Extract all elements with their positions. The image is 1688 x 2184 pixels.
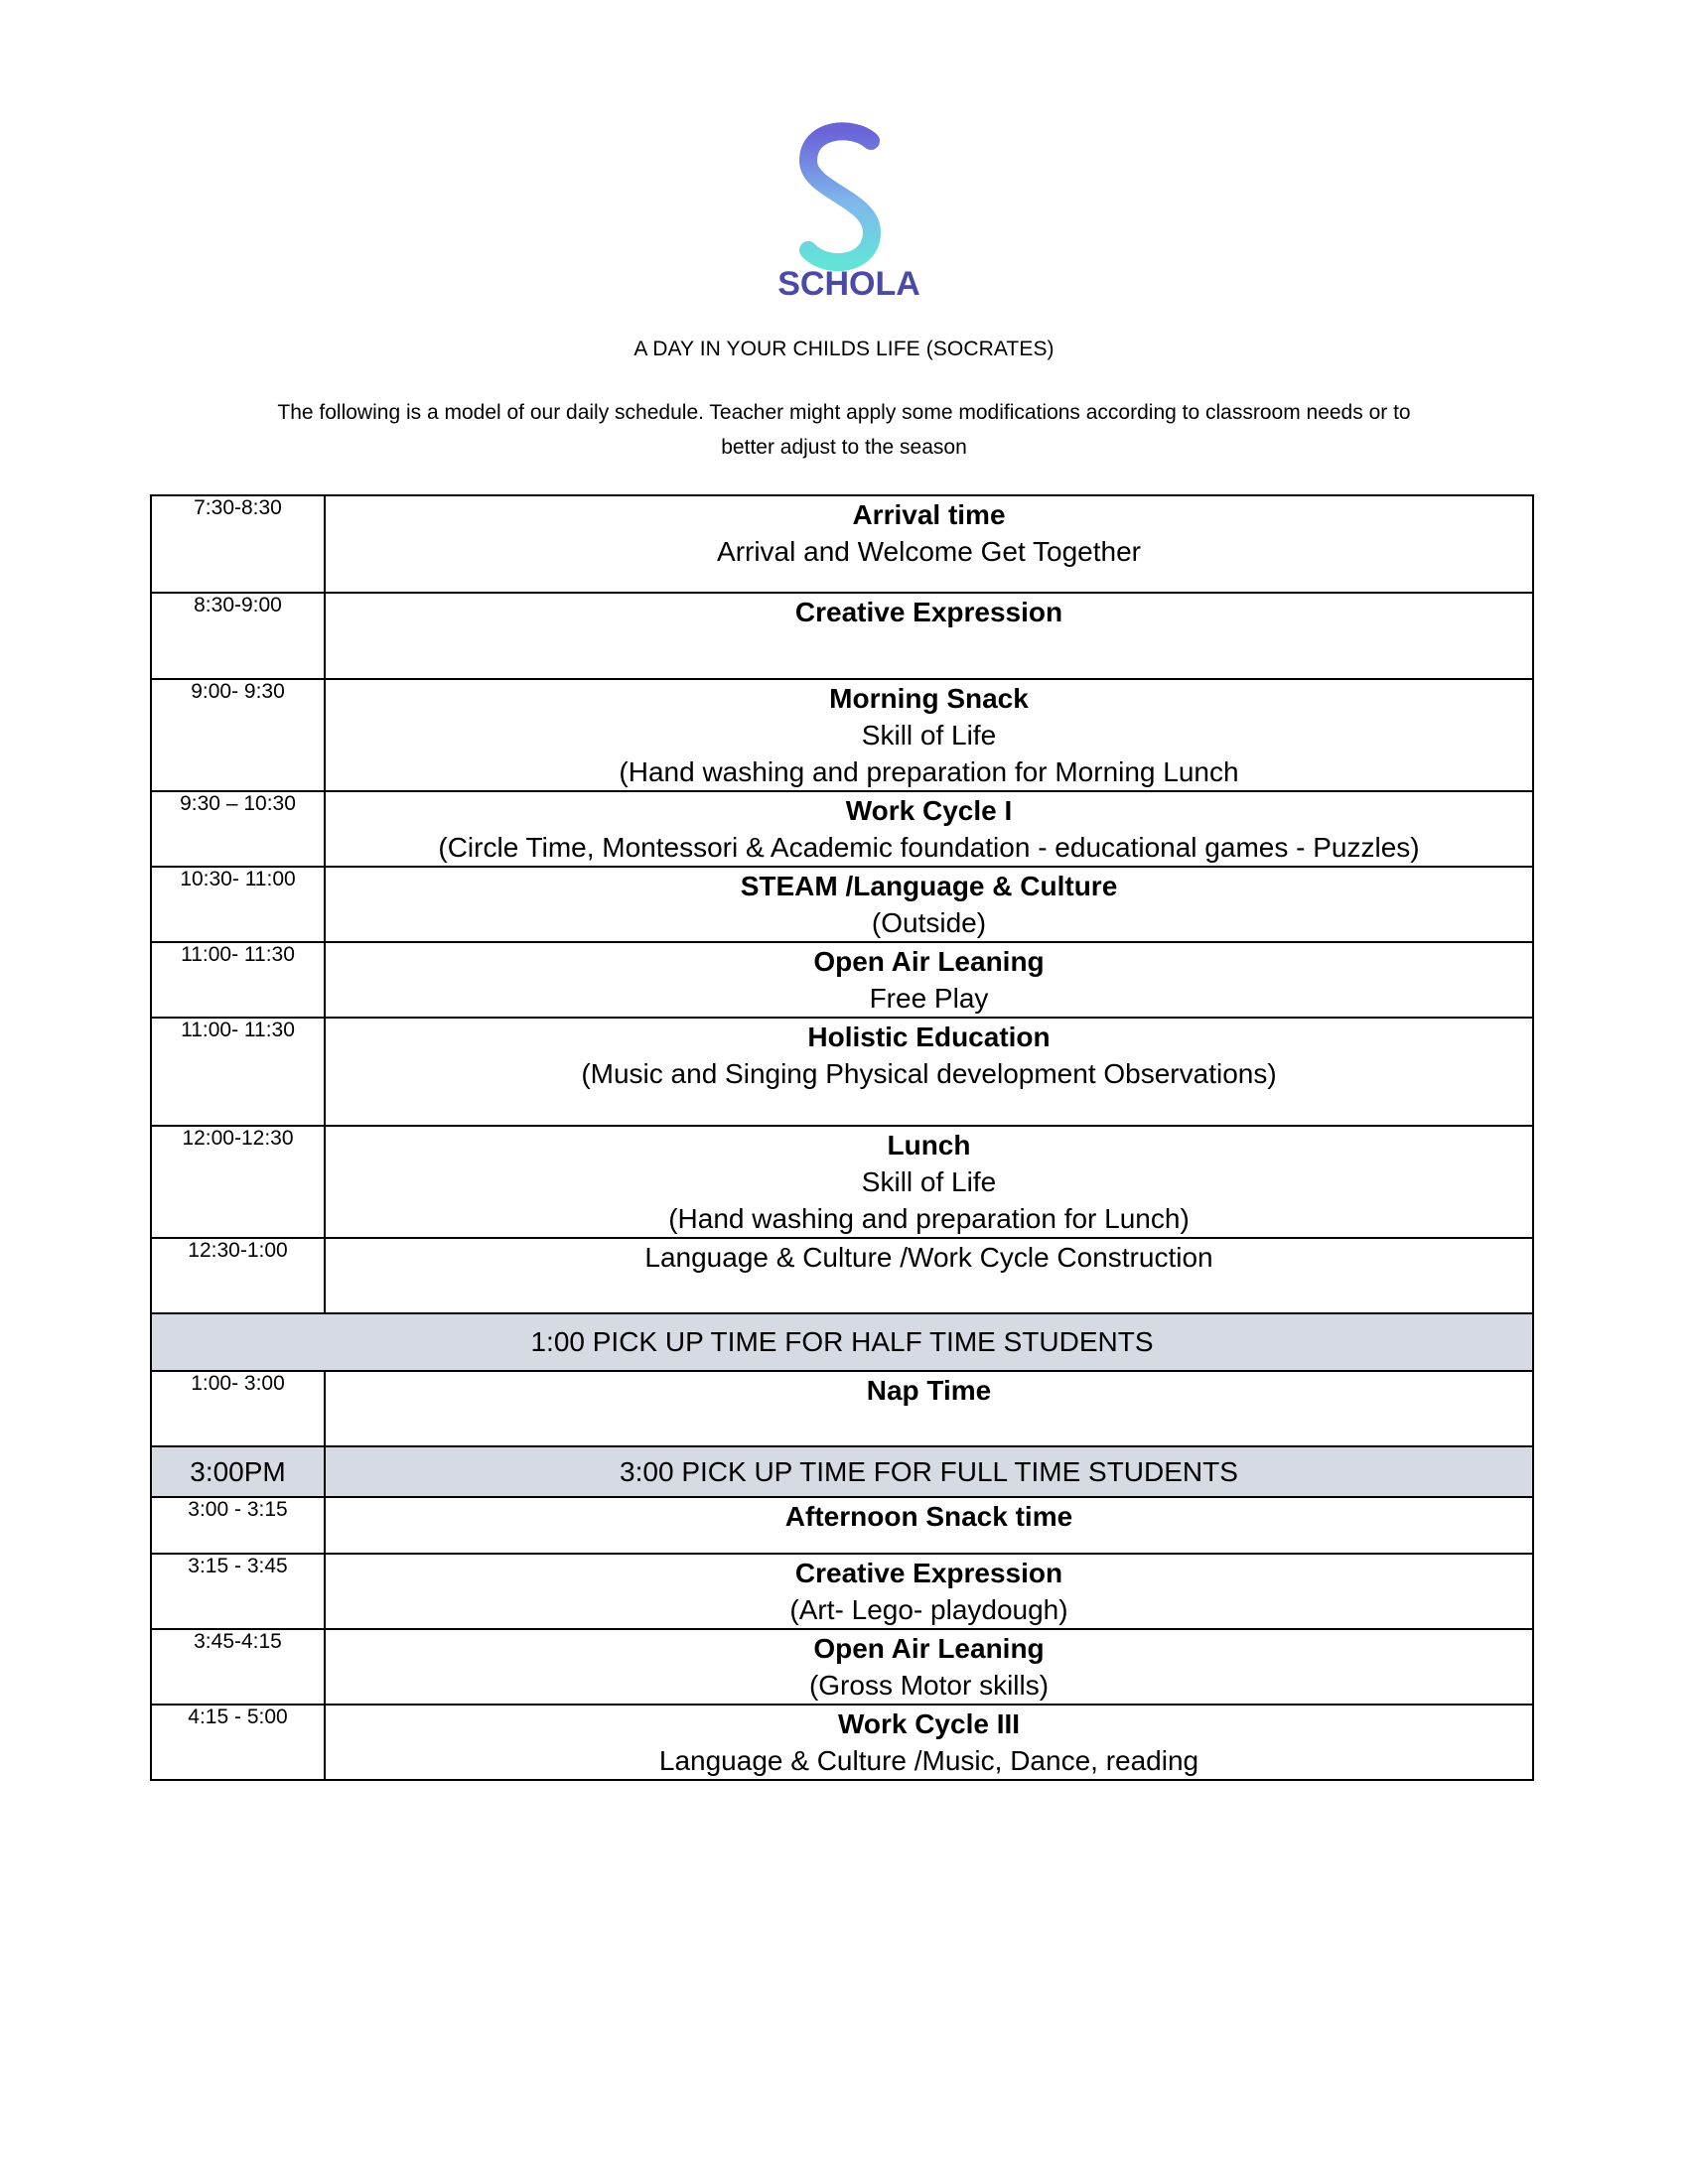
activity-cell: [325, 942, 1533, 1018]
activity-title: STEAM /Language & Culture: [740, 871, 1118, 901]
activity-cell: [325, 1629, 1533, 1705]
activity-line: Skill of Life: [861, 720, 997, 751]
activity-title: Work Cycle III: [837, 1708, 1021, 1739]
activity-cell: [325, 1705, 1533, 1780]
table-row: [151, 1705, 1533, 1780]
intro-line-2: better adjust to the season: [721, 436, 967, 459]
activity-title: Work Cycle I: [845, 795, 1013, 826]
time-cell: 4:15 - 5:00: [151, 1705, 325, 1780]
activity-title: Arrival time: [852, 499, 1006, 530]
activity-title: Morning Snack: [829, 683, 1029, 714]
activity-title: Open Air Leaning: [813, 946, 1045, 977]
activity-line: Free Play: [869, 983, 989, 1014]
activity-line: (Art- Lego- playdough): [789, 1594, 1068, 1625]
table-row: [151, 593, 1533, 679]
pickup-banner: 3:00 PICK UP TIME FOR FULL TIME STUDENTS: [325, 1446, 1533, 1497]
activity-line: (Hand washing and preparation for Morning Lunch: [619, 756, 1239, 787]
activity-line: Arrival and Welcome Get Together: [717, 536, 1141, 567]
activity-cell: [325, 1018, 1533, 1126]
time-cell: 11:00- 11:30: [151, 942, 325, 1018]
activity-cell: [325, 791, 1533, 867]
table-row: [151, 942, 1533, 1018]
time-cell: 3:00 - 3:15: [151, 1497, 325, 1554]
activity-line: Language & Culture /Music, Dance, reading: [658, 1745, 1199, 1776]
activity-line: (Gross Motor skills): [808, 1670, 1050, 1701]
activity-line: Language & Culture /Work Cycle Construction: [644, 1242, 1213, 1273]
table-row: [151, 495, 1533, 593]
activity-cell: [325, 495, 1533, 593]
table-row: [151, 791, 1533, 867]
schola-logo: [774, 119, 923, 303]
time-cell: 7:30-8:30: [151, 495, 325, 593]
table-row: [151, 1554, 1533, 1629]
logo-wordmark: SCHOLA: [777, 265, 920, 303]
intro-text: [199, 395, 1489, 465]
intro-line-1: The following is a model of our daily schedule. Teacher might apply some modifications according to classroom needs or to: [277, 401, 1411, 424]
activity-title: Creative Expression: [794, 1558, 1063, 1588]
activity-cell: [325, 1238, 1533, 1313]
activity-line: Skill of Life: [861, 1166, 997, 1197]
time-cell: 9:30 – 10:30: [151, 791, 325, 867]
activity-cell: [325, 593, 1533, 679]
activity-title: Afternoon Snack time: [784, 1501, 1073, 1532]
activity-title: Creative Expression: [794, 597, 1063, 627]
activity-title: Lunch: [887, 1130, 971, 1160]
table-row: [151, 867, 1533, 942]
activity-cell: [325, 1126, 1533, 1238]
pickup-banner-row: [151, 1313, 1533, 1371]
activity-title: Open Air Leaning: [813, 1633, 1045, 1664]
activity-title: Nap Time: [866, 1375, 992, 1406]
table-row: [151, 1018, 1533, 1126]
activity-line: (Outside): [871, 907, 987, 938]
activity-line: (Circle Time, Montessori & Academic foundation - educational games - Puzzles): [438, 832, 1420, 863]
pickup-banner-row: [151, 1446, 1533, 1497]
activity-cell: [325, 1554, 1533, 1629]
activity-cell: [325, 1371, 1533, 1446]
table-row: [151, 679, 1533, 791]
table-row: [151, 1238, 1533, 1313]
table-row: [151, 1629, 1533, 1705]
schedule-table: [150, 494, 1534, 1781]
table-row: [151, 1371, 1533, 1446]
time-cell: 3:45-4:15: [151, 1629, 325, 1705]
time-cell: 12:30-1:00: [151, 1238, 325, 1313]
banner-time-cell: 3:00PM: [151, 1446, 325, 1497]
table-row: [151, 1497, 1533, 1554]
time-cell: 10:30- 11:00: [151, 867, 325, 942]
activity-cell: [325, 1497, 1533, 1554]
activity-line: (Hand washing and preparation for Lunch): [668, 1203, 1190, 1234]
page-title: A DAY IN YOUR CHILDS LIFE (SOCRATES): [633, 338, 1055, 360]
time-cell: 8:30-9:00: [151, 593, 325, 679]
table-row: [151, 1126, 1533, 1238]
activity-cell: [325, 679, 1533, 791]
time-cell: 11:00- 11:30: [151, 1018, 325, 1126]
activity-cell: [325, 867, 1533, 942]
activity-line: (Music and Singing Physical development Observations): [581, 1058, 1277, 1089]
pickup-banner: 1:00 PICK UP TIME FOR HALF TIME STUDENTS: [151, 1313, 1533, 1371]
time-cell: 3:15 - 3:45: [151, 1554, 325, 1629]
time-cell: 9:00- 9:30: [151, 679, 325, 791]
time-cell: 1:00- 3:00: [151, 1371, 325, 1446]
time-cell: 12:00-12:30: [151, 1126, 325, 1238]
activity-title: Holistic Education: [807, 1022, 1051, 1052]
